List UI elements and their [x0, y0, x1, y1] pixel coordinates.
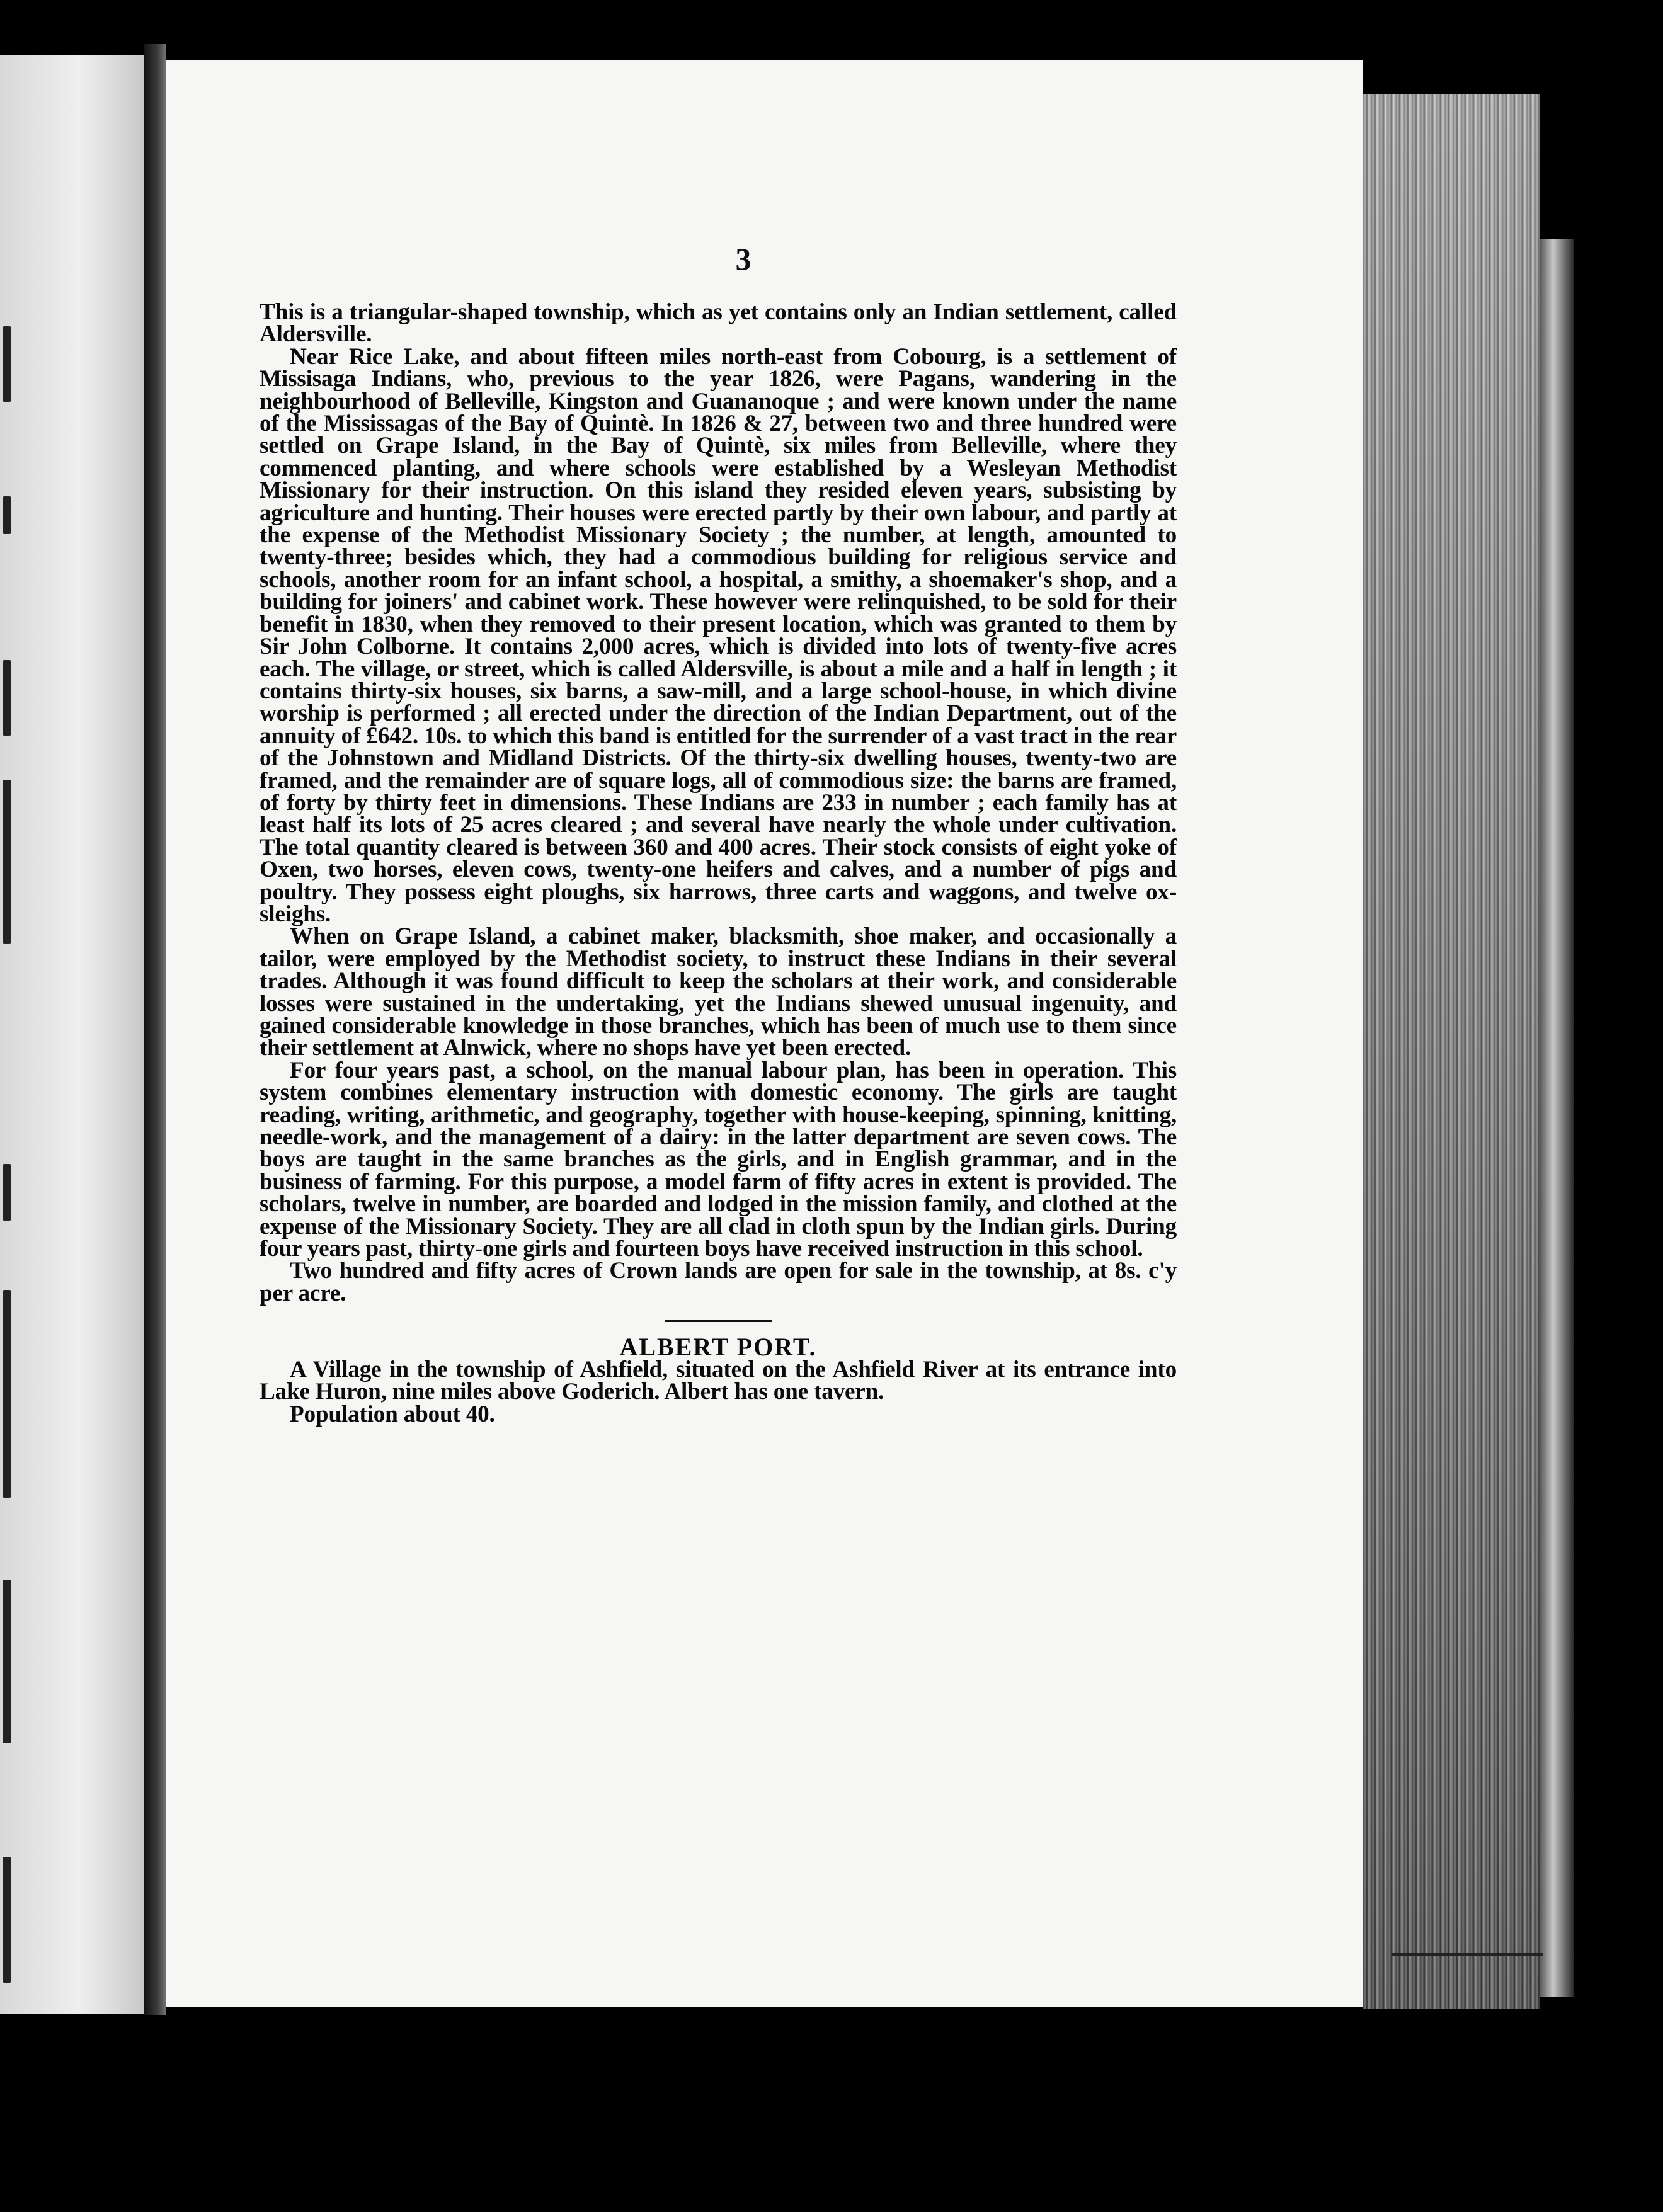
cover-edge	[1540, 239, 1574, 1997]
paragraph-4: For four years past, a school, on the manual labour plan, has been in operation. This system combines elementary instruction with domestic economy. The girls are taught reading, writing, arithmetic, and geography, together with house-keeping, spinning, knitting, needle-work, and the management of a dairy: in the latter department are seven cows. The boys are taught in the same branches as the girls, and in English grammar, and in the business of farming. For this purpose, a model farm of fifty acres in extent is provided. The scholars, twelve in number, are boarded and lodged in the mission family, and clothed at the expense of the Missionary Society. They are all clad in cloth spun by the Indian girls. During four years past, thirty-one girls and fourteen boys have received instruction in this school.	[260, 1057, 1177, 1262]
cover-rule	[1392, 1953, 1543, 1956]
paragraph-2: Near Rice Lake, and about fifteen miles north-east from Cobourg, is a settlement of Missisaga Indians, who, previous to the year 1826, were Pagans, wandering in the neighbourhood of Belleville, Kingston and Guananoque ; and were known under the name of the Mississagas of the Bay of Quintè. In 1826 & 27, between two and three hundred were settled on Grape Island, in the Bay of Quintè, six miles from Belleville, where they commenced planting, and where schools were established by a Wesleyan Methodist Missionary for their instruction. On this island they resided eleven years, subsisting by agriculture and hunting. Their houses were erected partly by their own labour, and partly at the expense of the Methodist Missionary Society ; the number, at length, amounted to twenty-three; besides which, they had a commodious building for religious service and schools, another room for an infant school, a hospital, a smithy, a shoemaker's shop, and a building for joiners' and cabinet work. These however were relinquished, to be sold for their benefit in 1830, when they removed to their present location, which was granted to them by Sir John Colborne. It contains 2,000 acres, which is divided into lots of twenty-five acres each. The village, or street, which is called Aldersville, is about a mile and a half in length ; it contains thirty-six houses, six barns, a saw-mill, and a large school-house, in which divine worship is performed ; all erected under the direction of the Indian Department, out of the annuity of £642. 10s. to which this band is entitled for the surrender of a vast tract in the rear of the Johnstown and Midland Districts. Of the thirty-six dwelling houses, twenty-two are framed, and the remainder are of square logs, all of commodious size: the barns are framed, of forty by thirty feet in dimensions. These Indians are 233 in number ; each family has at least half its lots of 25 acres cleared ; and several have nearly the whole under cultivation. The total quantity cleared is between 360 and 400 acres. Their stock consists of eight yoke of Oxen, two horses, eleven cows, twenty-one heifers and calves, and a number of pigs and poultry. They possess eight ploughs, six harrows, three carts and waggons, and twelve ox-sleighs.	[260, 343, 1177, 927]
book-gutter	[144, 44, 166, 2015]
section-divider	[665, 1320, 772, 1322]
section-heading: ALBERT PORT.	[619, 1333, 817, 1362]
left-page-text-fragments	[0, 55, 19, 2014]
page-fore-edge	[1363, 94, 1540, 2009]
page-number: 3	[735, 241, 751, 276]
section-paragraph-2: Population about 40.	[290, 1401, 495, 1427]
section-paragraph-1: A Village in the township of Ashfield, situated on the Ashfield River at its entrance into Lake Huron, nine miles above Goderich. Albert has one tavern.	[260, 1356, 1177, 1405]
left-page-edge	[0, 55, 144, 2014]
paragraph-5: Two hundred and fifty acres of Crown lands are open for sale in the township, at 8s. c'y per acre.	[260, 1258, 1177, 1306]
paragraph-3: When on Grape Island, a cabinet maker, blacksmith, shoe maker, and occasionally a tailor, were employed by the Methodist society, to instruct these Indians in their several trades. Although it was found difficult to keep the scholars at their work, and considerable losses were sustained in the undertaking, yet the Indians shewed unusual ingenuity, and gained considerable knowledge in those branches, which has been of much use to them since their settlement at Alnwick, where no shops have yet been erected.	[260, 923, 1177, 1061]
paragraph-1: This is a triangular-shaped township, which as yet contains only an Indian settlement, called Aldersville.	[260, 299, 1177, 348]
main-text	[260, 301, 1177, 1425]
